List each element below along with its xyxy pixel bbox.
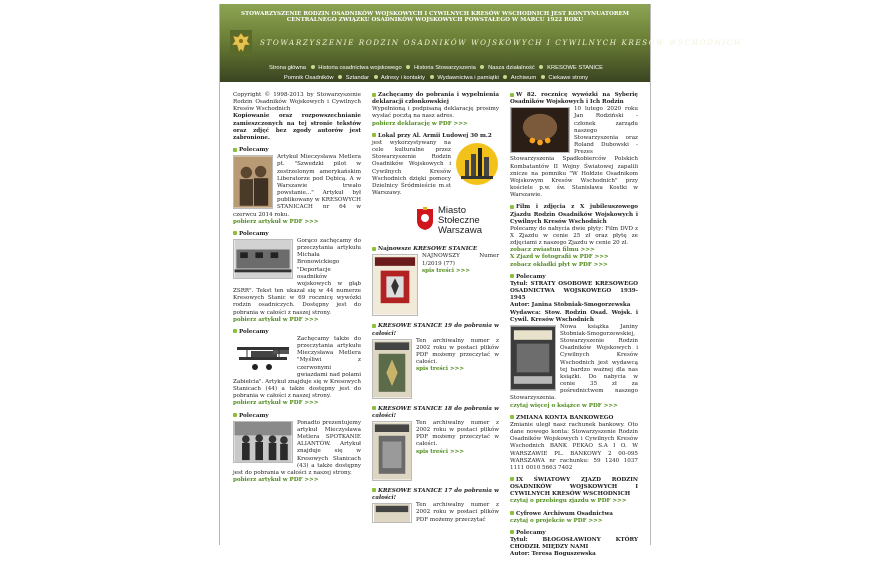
siberia-heading: W 82. rocznicę wywózki na Syberię Osadników Wojskowych i Ich Rodzin [510,92,638,106]
page-container [219,4,742,558]
article-4-pdf-link[interactable]: pobierz artykuł w PDF >>> [233,476,319,483]
middle-column [372,92,499,529]
warsaw-logo[interactable] [416,201,499,241]
book-publisher: Wydawca: Stow. Rodzin Osad. Wojsk. i Cywil. Kresów Wschodnich [510,309,638,323]
magazine-cover-17[interactable] [372,503,412,523]
header-intro-line-2: CENTRALNEGO ZWIĄZKU OSADNIKÓW WOJSKOWYCH POWSTAŁEGO W MARCU 1922 ROKU [286,17,584,24]
book-pdf-link[interactable]: czytaj więcej o książce w PDF >>> [510,402,618,409]
recommended-heading: Polecamy [233,413,361,420]
article-1-text: Artykuł Mieczysława Metlera pt. "Szwedzki pilot w zestrzelonym amerykańskim Liberatorze pod Dębicą. A w Warszawie trwało powstanie..." Artykuł był publikowany w KRESOWYCH STANICACH nr 64 w czerwcu 2014 roku. [233,154,361,218]
recommended-heading: Polecamy [233,231,361,238]
nav-bullet-icon [406,65,410,69]
book-2-block [510,530,638,559]
portrait-photo[interactable] [233,155,273,209]
issue-19-text: Ten archiwalny numer z 2002 roku w postaci plików PDF możemy przeczytać w całości. [416,337,499,366]
article-1-pdf-link[interactable]: pobierz artykuł w PDF >>> [233,218,319,225]
latest-issue-text: NAJNOWSZY Numer 1/2019 (77) [422,253,499,267]
nav-row-2 [220,74,652,84]
green-bullet-icon [372,93,376,97]
book-recommendation-block [510,274,638,410]
train-photo[interactable] [233,239,293,279]
bank-heading: ZMIANA KONTA BANKOWEGO [510,415,638,422]
nav-interesting-sites[interactable]: Ciekawe strony [548,74,589,81]
film-text: Polecamy do nabycia dwie płyty: Film DVD z X Zjazdu w cenie 25 zł oraz płytę ze zdjęciami z naszego Zjazdu w cenie 20 zł. [510,225,638,247]
magazine-cover-19[interactable] [372,339,412,399]
film-photos-link[interactable]: X Zjazd w fotografii w PDF >>> [510,254,609,261]
candles-photo[interactable] [510,107,570,153]
premises-heading: Lokal przy Al. Armii Ludowej 30 m.2 [372,133,499,140]
main-navigation [220,64,652,83]
green-bullet-icon [510,415,514,419]
recommended-article-3 [233,329,361,408]
header-intro [220,4,650,24]
magazine-cover-18[interactable] [372,421,412,481]
green-bullet-icon [510,274,514,278]
congress-heading: IX ŚWIATOWY ZJAZD RODZIN OSADNIKÓW WOJSKOWYCH I CYWILNYCH KRESÓW WSCHODNICH [510,476,638,498]
issue-18-text: Ten archiwalny numer z 2002 roku w postaci plików PDF możemy przeczytać w całości. [416,419,499,448]
premises-text: jest wykorzystywany na cele kulturalne przez Stowarzyszenie Rodzin Osadników Wojskowych i Cywilnych Kresów Wschodnich dzięki pomocy Dzielnicy Śródmieście m.st Warszawy. [372,139,451,197]
site-header [220,4,742,82]
nav-monument[interactable]: Pomnik Osadników [283,74,334,81]
nav-bullet-icon [503,75,507,79]
latest-issue-heading: Najnowsze KRESOWE STANICE [372,246,499,253]
green-bullet-icon [233,148,237,152]
film-trailer-link[interactable]: zobacz zwiastun filmu >>> [510,247,595,254]
book-text: Nowa książka Janiny Stobniak-Smogorzewskiej, Stowarzyszenie Rodzin Osadników Wojskowych i Cywilnych Kresów Wschodnich jest wydawcą tej bardzo ważnej dla nas książki. Do nabycia w cenie 35 zł za pośrednictwem naszego Stowarzyszenia. [510,323,638,402]
issue-18-block [372,406,499,483]
declaration-text: Wypełnioną i podpisaną deklarację prosimy wysłać pocztą na nasz adres. [372,106,499,120]
premises-block [372,133,499,241]
nav-bullet-icon [480,65,484,69]
green-bullet-icon [510,205,514,209]
green-bullet-icon [372,247,376,251]
declaration-heading: Zachęcamy do pobrania i wypełnienia deklaracji członkowskiej [372,92,499,106]
book-title: Tytuł: STRATY OSOBOWE KRESOWEGO OSADNICTWA WOJSKOWEGO 1939-1945 [510,280,638,302]
declaration-pdf-link[interactable]: pobierz deklarację w PDF >>> [372,120,468,127]
copyright-block [233,92,361,142]
nav-kresowe-stanice[interactable]: KRESOWE STANICE [547,65,604,71]
nav-bullet-icon [311,65,315,69]
latest-issue-block [372,246,499,318]
header-intro-line-1: STOWARZYSZENIE RODZIN OSADNIKÓW WOJSKOWYCH I CYWILNYCH KRESÓW WSCHODNICH JEST KONTYNUATOREM [240,11,629,17]
book-cover-photo[interactable] [510,325,556,391]
recommended-article-2 [233,231,361,324]
nav-bullet-icon [338,75,342,79]
warsaw-coat-of-arms-icon [416,207,434,231]
left-column [233,92,361,489]
warsaw-logo-line-3: Warszawa [438,225,482,237]
issue-18-heading: KRESOWE STANICE 18 do pobrania w całości! [372,405,499,419]
film-covers-link[interactable]: zobacz okładki płyt w PDF >>> [510,261,608,268]
nav-history-association[interactable]: Historia Stowarzyszenia [413,65,476,71]
recommended-heading: Polecamy [510,530,638,537]
green-bullet-icon [510,511,514,515]
article-4-text: Ponadto prezentujemy artykuł Mieczysława Metlera SPOTKANIE ALIANTÓW. Artykuł znajduje się w Kresowych Stanicach (43) a także dostępny jest do pobrania w całości z naszej strony. [233,419,361,476]
green-bullet-icon [233,413,237,417]
green-bullet-icon [372,324,376,328]
group-photo[interactable] [233,421,293,463]
issue-19-heading: KRESOWE STANICE 19 do pobrania w całości! [372,323,499,337]
issue-19-toc-link[interactable]: spis treści >>> [416,366,465,373]
archive-heading: Cyfrowe Archiwum Osadnictwa [510,511,638,518]
bank-account-block [510,415,638,472]
film-heading: Film i zdjęcia z X jubileuszowego Zjazdu Rodzin Osadników Wojskowych i Cywilnych Kresów Wschodnich [510,204,638,225]
recommended-heading: Polecamy [233,147,361,154]
book-2-author: Autor: Teresa Boguszewska [510,551,596,558]
green-bullet-icon [233,329,237,333]
green-bullet-icon [372,406,376,410]
siberia-anniversary-block [510,92,638,199]
recommended-article-1 [233,147,361,226]
nav-home[interactable]: Strona główna [268,65,307,71]
green-bullet-icon [372,488,376,492]
green-bullet-icon [510,530,514,534]
nav-publications[interactable]: Wydawnictwa i pamiątki [437,74,499,81]
warsaw-logo-line-1: Miasto [438,205,466,217]
recommended-article-4 [233,413,361,485]
issue-18-toc-link[interactable]: spis treści >>> [416,448,465,455]
book-2-title: Tytuł: BŁOGOSŁAWIONY KTÓRY CHODZIŁ MIĘDZY NAMI [510,537,638,551]
nav-history-settlement[interactable]: Historia osadnictwa wojskowego [318,65,402,71]
srodmiescie-logo-icon[interactable] [455,142,499,186]
issue-17-block [372,488,499,524]
nav-bullet-icon [539,65,543,69]
congress-pdf-link[interactable]: czytaj o przebiegu zjazdu w PDF >>> [510,498,627,505]
issue-17-text: Ten archiwalny numer z 2002 roku w postaci plików PDF możemy przeczytać [416,502,499,523]
copyright-text: Copyright © 1998-2013 by Stowarzyszenie Rodzin Osadników Wojskowych i Cywilnych Kresów Wschodnich [233,92,361,113]
nav-bullet-icon [374,75,378,79]
nav-archive[interactable]: Archiwum [510,74,537,81]
membership-declaration-block [372,92,499,128]
green-bullet-icon [510,93,514,97]
site-title: STOWARZYSZENIE RODZIN OSADNIKÓW WOJSKOWYCH I CYWILNYCH KRESÓW WSCHODNICH [260,38,742,47]
recommended-heading: Polecamy [233,329,361,336]
nav-bullet-icon [430,75,434,79]
green-bullet-icon [233,231,237,235]
film-block [510,204,638,268]
bank-text: Zmianie uległ nasz rachunek bankowy. Oto dane nowego konta: Stowarzyszenie Rodzin Osadników Wojskowych i Cywilnych Kresów Wschodnich BANK PEKAO S.A I O. W WARSZAWIE PL. BANKOWY 2 00-095 WARSZAWA nr rachunku: 59 1240 1037 1111 0010 5663 7402 [510,421,638,471]
nav-bullet-icon [541,75,545,79]
eagle-emblem-icon [230,30,252,56]
issue-17-heading: KRESOWE STANICE 17 do pobrania w całości! [372,487,499,502]
magazine-cover-77[interactable] [372,254,418,316]
nav-contacts[interactable]: Adresy i kontakty [380,74,426,81]
latest-issue-toc-link[interactable]: spis treści >>> [422,267,471,274]
nav-row-1 [220,64,652,74]
article-2-text: Gorąco zachęcamy do przeczytania artykułu Michała Bronowickiego "Deportacje osadników wojskowych w głąb ZSRR". Tekst ten ukazał się w 44 numerze Kresowych Stanic w 69 rocznicę wywózki rodzin osadniczych. Dostępny jest do pobrania w całości z naszej strony. [233,237,361,316]
article-3-text: Zachęcamy także do przeczytania artykułu Mieczysława Metlera "Myśliwi z czerwonymi gwiazdami nad polami Zabiełcia". Artykuł znajduje się w Kresowych Stanicach (44) a także dostępny jest do pobrania w całości z naszej strony. [233,336,361,400]
archive-pdf-link[interactable]: czytaj o projekcie w PDF >>> [510,517,603,524]
biplane-photo[interactable] [233,337,293,375]
green-bullet-icon [510,477,514,481]
copyright-warning: Kopiowanie oraz rozpowszechnianie zamieszczonych na tej stronie tekstów oraz zdjęć bez zgody autorów jest zabronione. [233,113,361,141]
article-2-pdf-link[interactable]: pobierz artykuł w PDF >>> [233,316,319,323]
digital-archive-block [510,511,638,525]
world-congress-block [510,477,638,506]
green-bullet-icon [372,133,376,137]
warsaw-logo-line-2: Stołeczne [438,215,480,227]
issue-19-block [372,323,499,400]
article-3-pdf-link[interactable]: pobierz artykuł w PDF >>> [233,400,319,407]
book-author: Autor: Janina Stobniak-Smogorzewska [510,302,631,309]
right-column [510,92,638,564]
recommended-heading: Polecamy [510,274,638,281]
nav-banner[interactable]: Sztandar [345,74,369,81]
siberia-text: 10 lutego 2020 roku Jan Rodziński - członek zarządu naszego Stowarzyszenia oraz Roland Dubowski - Prezes Stowarzyszenia Spadkobierców Polskich Kombatantów II Wojny Światowej zapalili znicze na pomniku "W Hołdzie Osadnikom Wojskowym Kresów Wschodnich" przy kościele p.w. św. Stanisława Kostki w Warszawie. [510,106,638,199]
nav-activity[interactable]: Nasza działalność [488,65,535,71]
